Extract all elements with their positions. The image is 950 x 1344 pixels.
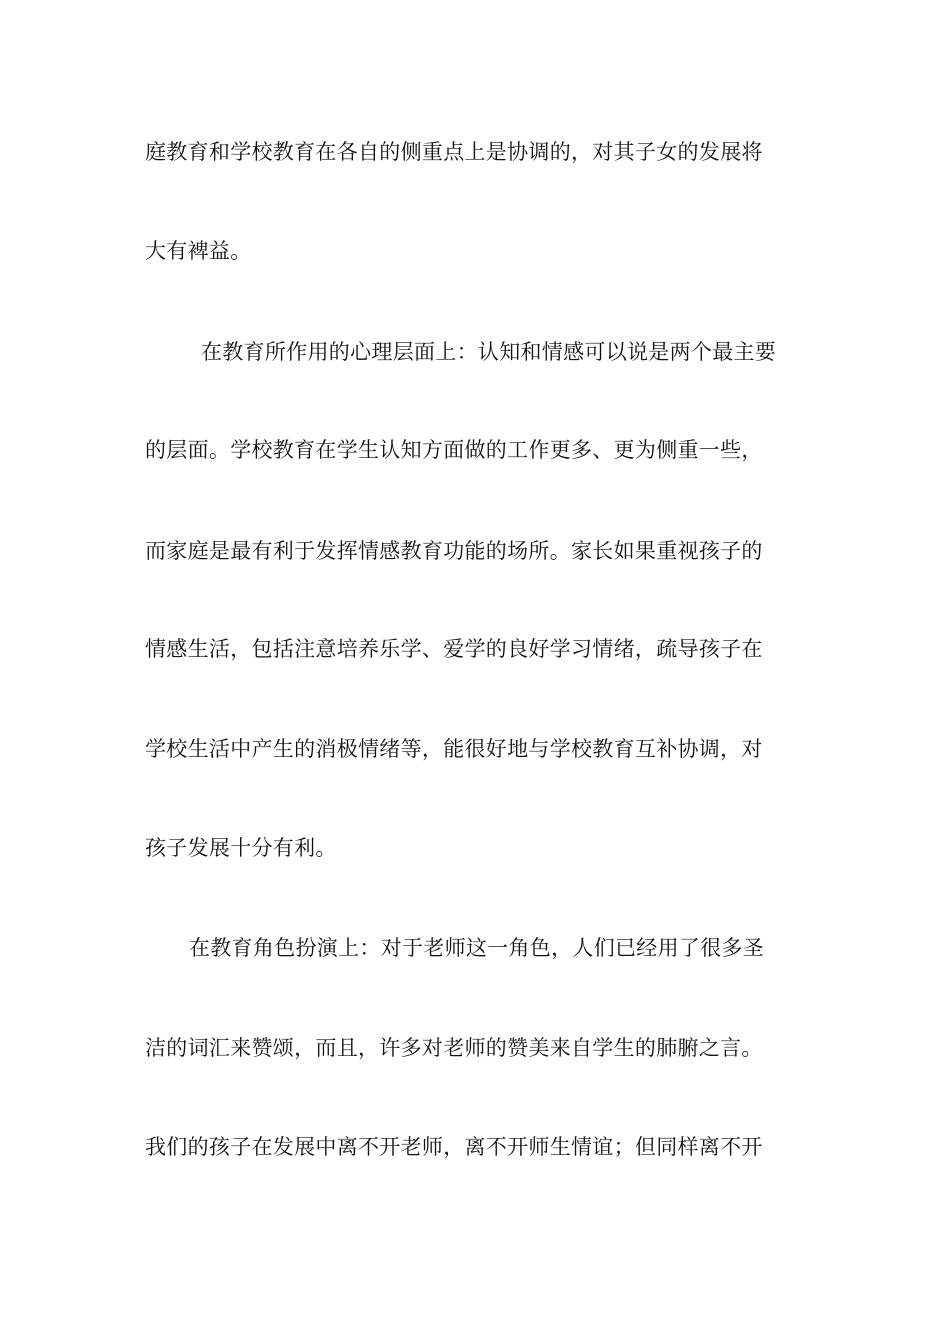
paragraph-line: 大有裨益。 (145, 239, 252, 263)
paragraph-line: 孩子发展十分有利。 (145, 836, 337, 860)
paragraph-line: 洁的词汇来赞颂，而且，许多对老师的赞美来自学生的肺腑之言。 (145, 1036, 763, 1060)
paragraph-line: 庭教育和学校教育在各自的侧重点上是协调的，对其子女的发展将 (145, 140, 763, 164)
paragraph-line: 在教育所作用的心理层面上：认知和情感可以说是两个最主要 (201, 340, 777, 364)
paragraph-line: 在教育角色扮演上：对于老师这一角色，人们已经用了很多圣 (189, 936, 765, 960)
paragraph-line: 而家庭是最有利于发挥情感教育功能的场所。家长如果重视孩子的 (145, 539, 763, 563)
paragraph-line: 情感生活，包括注意培养乐学、爱学的良好学习情绪，疏导孩子在 (145, 637, 763, 661)
paragraph-line: 的层面。学校教育在学生认知方面做的工作更多、更为侧重一些， (145, 438, 763, 462)
paragraph-line: 我们的孩子在发展中离不开老师，离不开师生情谊；但同样离不开 (145, 1135, 763, 1159)
paragraph-line: 学校生活中产生的消极情绪等，能很好地与学校教育互补协调，对 (145, 737, 763, 761)
